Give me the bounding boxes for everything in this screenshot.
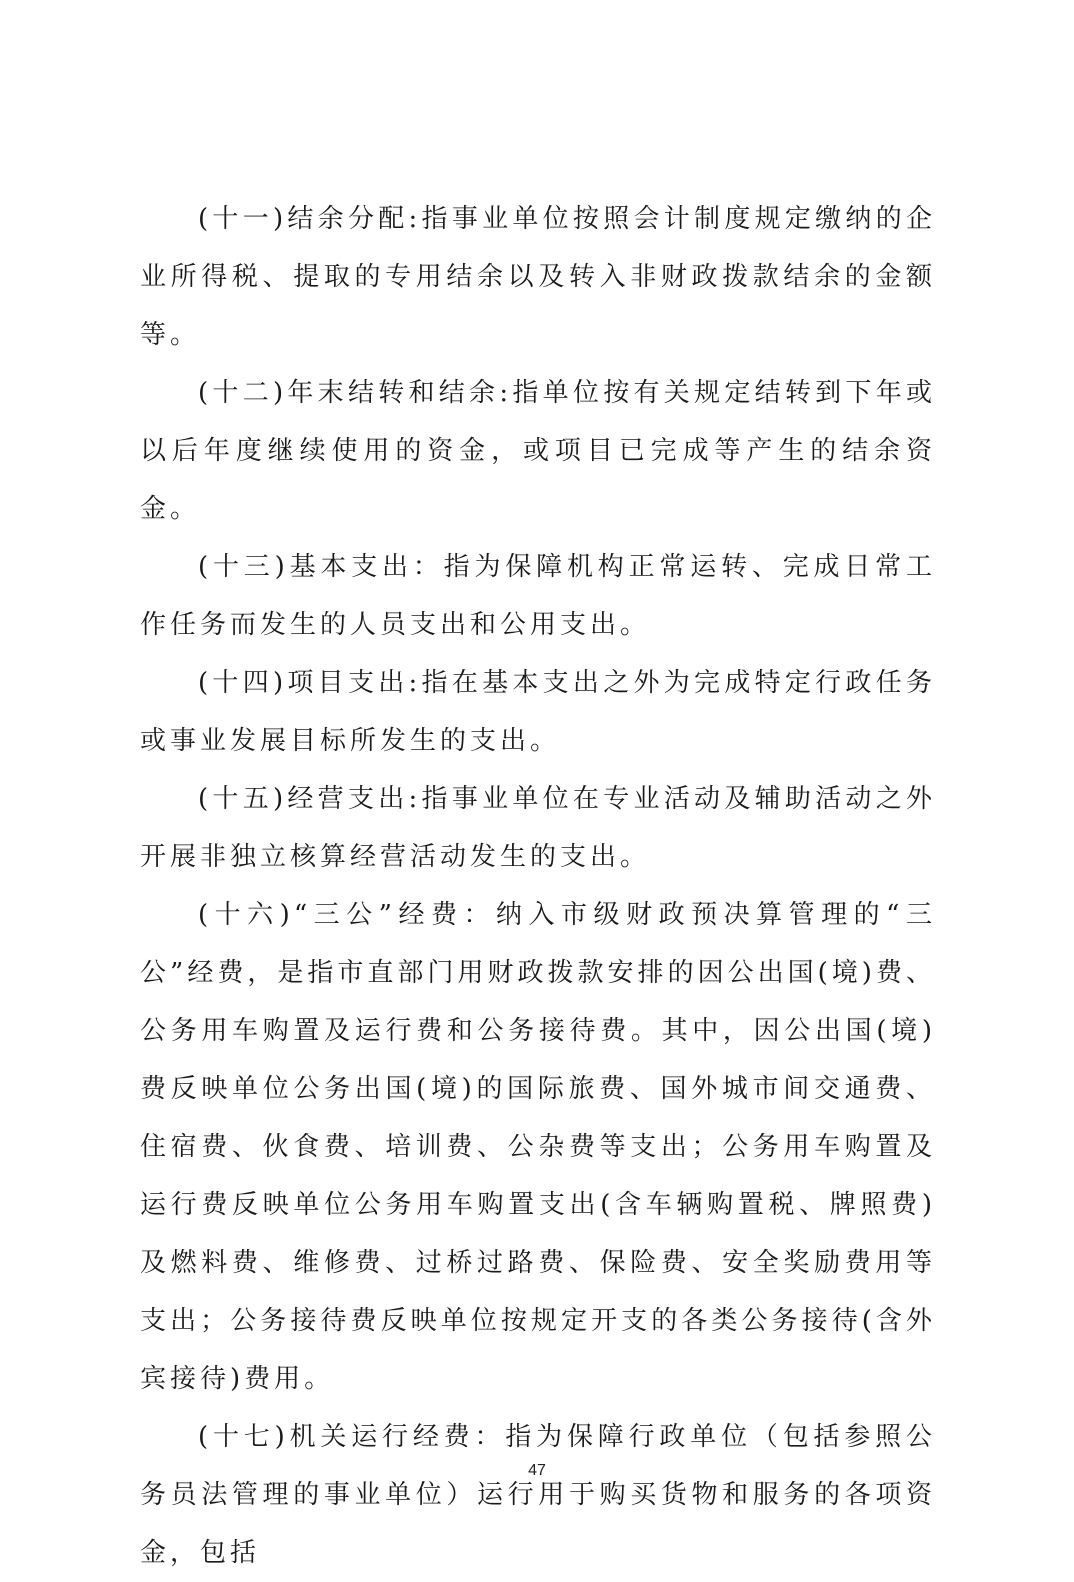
paragraph-16: (十六)“三公”经费：纳入市级财政预决算管理的“三公”经费，是指市直部门用财政拨款安排的因公出国(境)费、公务用车购置及运行费和公务接待费。其中，因公出国(境)费反映单位公务出国(境)的国际旅费、国外城市间交通费、住宿费、伙食费、培训费、公杂费等支出；公务用车购置及运行费反映单位公务用车购置支出(含车辆购置税、牌照费)及燃料费、维修费、过桥过路费、保险费、安全奖励费用等支出；公务接待费反映单位按规定开支的各类公务接待(含外宾接待)费用。 (140, 900, 936, 1394)
paragraph-17: (十七)机关运行经费：指为保障行政单位（包括参照公务员法管理的事业单位）运行用于购买货物和服务的各项资金，包括 (140, 1422, 936, 1568)
paragraph-14: (十四)项目支出:指在基本支出之外为完成特定行政任务或事业发展目标所发生的支出。 (140, 668, 936, 756)
page-number: 47 (528, 1462, 546, 1479)
paragraph-13: (十三)基本支出：指为保障机构正常运转、完成日常工作任务而发生的人员支出和公用支出。 (140, 552, 936, 640)
paragraph-15: (十五)经营支出:指事业单位在专业活动及辅助活动之外开展非独立核算经营活动发生的支出。 (140, 784, 936, 872)
paragraph-12: (十二)年末结转和结余:指单位按有关规定结转到下年或以后年度继续使用的资金，或项目已完成等产生的结余资金。 (140, 378, 936, 524)
paragraph-11: (十一)结余分配:指事业单位按照会计制度规定缴纳的企业所得税、提取的专用结余以及转入非财政拨款结余的金额等。 (140, 204, 936, 350)
document-body (140, 190, 936, 1582)
